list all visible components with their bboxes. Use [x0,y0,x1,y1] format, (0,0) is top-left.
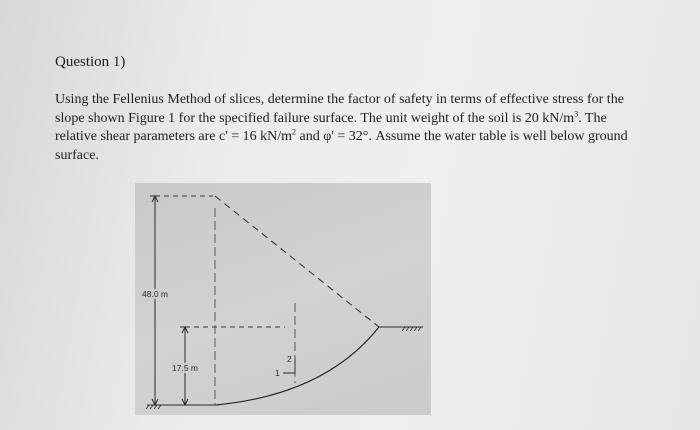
base-hatch [146,405,161,409]
toe-hatch [402,327,421,331]
cohesion-exponent: 2 [292,127,297,137]
unit-weight-exponent: 3 [574,108,579,118]
problem-text-part1: Using the Fellenius Method of slices, determine the factor of safety in terms of effective stress for the slope shown Figure 1 for the specified failure surface. The unit weight of the soil is 20 kN/m [55,92,624,126]
failure-surface-arc [215,327,379,405]
slope-diagram [135,183,431,415]
depth-label: 17.5 m [172,363,198,373]
slope-ratio-horizontal: 1 [275,368,280,378]
slope-face [215,196,379,327]
slope-ratio-vertical: 2 [287,354,292,364]
problem-text-part3: and φ' = 32°. Assume the water table is well below ground surface. [55,129,628,163]
problem-statement [55,91,645,165]
height-label: 48.0 m [142,289,168,299]
question-label: Question 1) [55,54,126,70]
slope-figure [135,183,431,415]
problem-text-part2: . The relative shear parameters are c' = 16 kN/m [55,110,607,144]
